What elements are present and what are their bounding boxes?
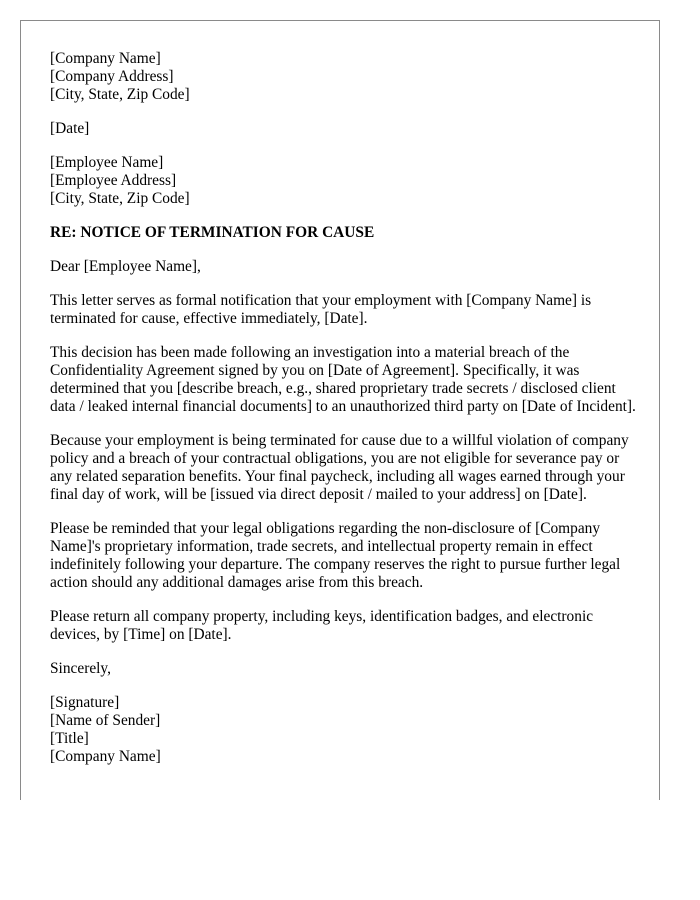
sender-address-block xyxy=(50,50,640,104)
paragraph-return-property: Please return all company property, including keys, identification badges, and electronic devices, by [Time] on [Date]. xyxy=(50,608,594,643)
paragraph-investigation: This decision has been made following an investigation into a material breach of the Confidentiality Agreement signed by you on [Date of Agreement]. Specifically, it was determined that you [describe breach, e.g., shared proprietary trade secrets / disclosed client data / leaked internal financial documents] to an unauthorized third party on [Date of Incident]. xyxy=(50,344,636,415)
sender-city-state-zip: [City, State, Zip Code] xyxy=(50,86,190,103)
sender-name: [Name of Sender] xyxy=(50,712,161,729)
recipient-employee-name: [Employee Name] xyxy=(50,154,164,171)
sender-company-name: [Company Name] xyxy=(50,50,161,67)
letter-page xyxy=(20,20,660,800)
subject-line: RE: NOTICE OF TERMINATION FOR CAUSE xyxy=(50,224,375,241)
recipient-city-state-zip: [City, State, Zip Code] xyxy=(50,190,190,207)
sender-company-address: [Company Address] xyxy=(50,68,174,85)
letter-date: [Date] xyxy=(50,120,90,137)
recipient-employee-address: [Employee Address] xyxy=(50,172,177,189)
date-block xyxy=(50,120,640,138)
closing: Sincerely, xyxy=(50,660,111,677)
signature-block xyxy=(50,694,640,766)
recipient-address-block xyxy=(50,154,640,208)
sender-title: [Title] xyxy=(50,730,89,747)
signature: [Signature] xyxy=(50,694,120,711)
signature-company-name: [Company Name] xyxy=(50,748,161,765)
letter-body xyxy=(50,50,640,766)
paragraph-severance: Because your employment is being terminated for cause due to a willful violation of company policy and a breach of your contractual obligations, you are not eligible for severance pay or any related separation benefits. Your final paycheck, including all wages earned through your final day of work, will be [issued via direct deposit / mailed to your address] on [Date]. xyxy=(50,432,629,503)
paragraph-legal-obligations: Please be reminded that your legal obligations regarding the non-disclosure of [Company Name]'s proprietary information, trade secrets, and intellectual property remain in effect indefinitely following your departure. The company reserves the right to pursue further legal action should any additional damages arise from this breach. xyxy=(50,520,621,591)
salutation: Dear [Employee Name], xyxy=(50,258,201,275)
paragraph-notification: This letter serves as formal notification that your employment with [Company Name] is terminated for cause, effective immediately, [Date]. xyxy=(50,292,592,327)
